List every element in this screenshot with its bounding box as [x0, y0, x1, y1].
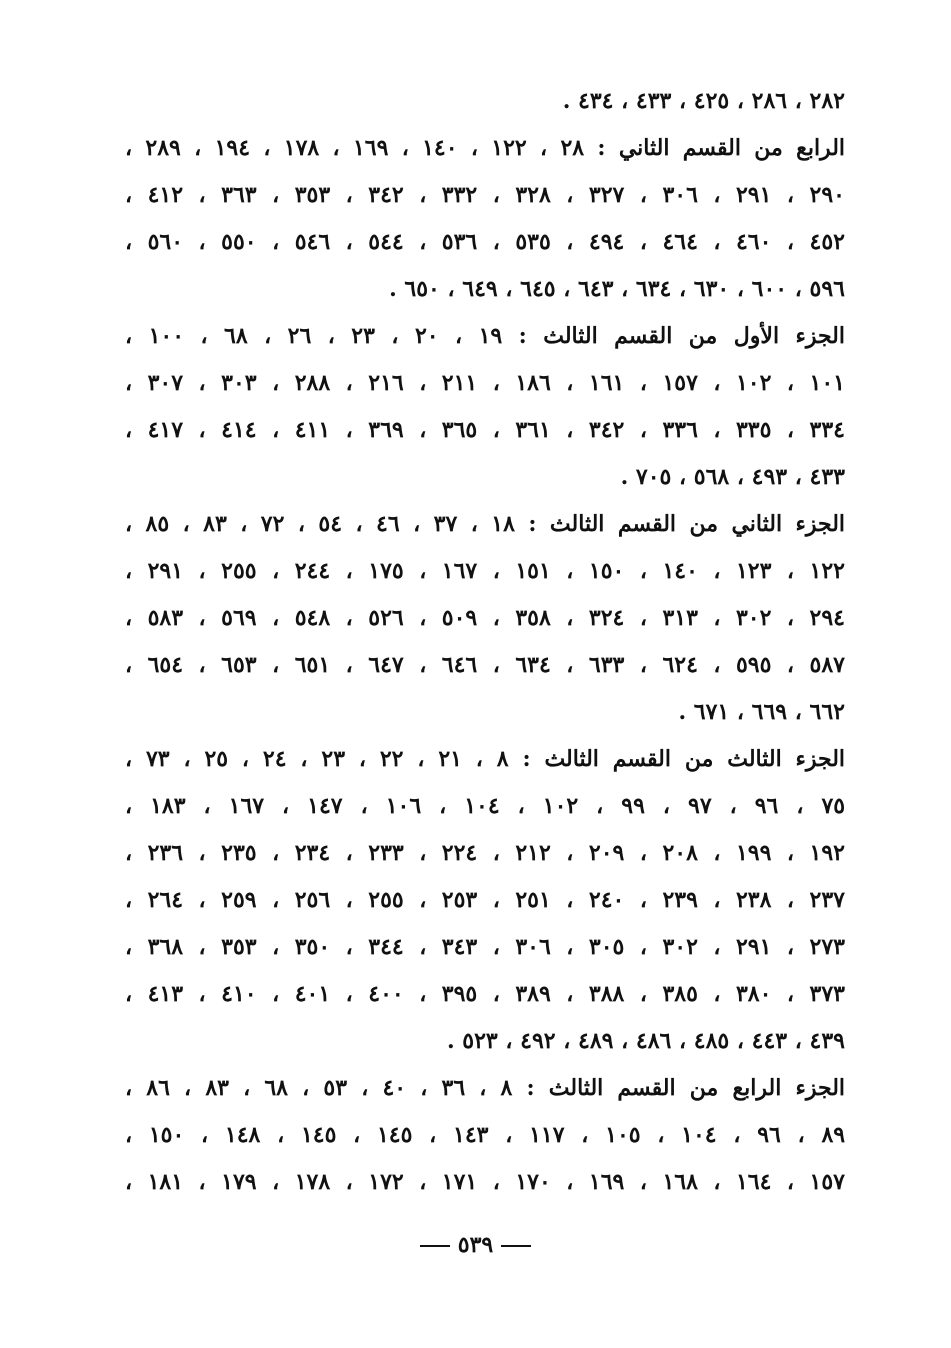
- index-line: ١٢٢ ، ١٢٣ ، ١٤٠ ، ١٥٠ ، ١٥١ ، ١٦٧ ، ١٧٥ ، ٢٤٤ ، ٢٥٥ ، ٢٩١ ،: [125, 558, 845, 584]
- index-line: الجزء الرابع من القسم الثالث : ٨ ، ٣٦ ، ٤٠ ، ٥٣ ، ٦٨ ، ٨٣ ، ٨٦ ،: [125, 1075, 845, 1101]
- index-line: ٣٧٣ ، ٣٨٠ ، ٣٨٥ ، ٣٨٨ ، ٣٨٩ ، ٣٩٥ ، ٤٠٠ ، ٤٠١ ، ٤١٠ ، ٤١٣ ،: [125, 981, 845, 1007]
- index-line: ٢٩٤ ، ٣٠٢ ، ٣١٣ ، ٣٢٤ ، ٣٥٨ ، ٥٠٩ ، ٥٢٦ ، ٥٤٨ ، ٥٦٩ ، ٥٨٣ ،: [125, 605, 845, 631]
- index-line: ٥٩٦ ، ٦٠٠ ، ٦٣٠ ، ٦٣٤ ، ٦٤٣ ، ٦٤٥ ، ٦٤٩ ، ٦٥٠ .: [389, 276, 845, 302]
- page-number-dash-right: [501, 1245, 531, 1247]
- index-line: ٢٣٧ ، ٢٣٨ ، ٢٣٩ ، ٢٤٠ ، ٢٥١ ، ٢٥٣ ، ٢٥٥ ، ٢٥٦ ، ٢٥٩ ، ٢٦٤ ،: [125, 887, 845, 913]
- page-number-value: ٥٣٩: [457, 1232, 494, 1258]
- index-line: ٣٣٤ ، ٣٣٥ ، ٣٣٦ ، ٣٤٢ ، ٣٦١ ، ٣٦٥ ، ٣٦٩ ، ٤١١ ، ٤١٤ ، ٤١٧ ،: [125, 417, 845, 443]
- index-text-block: [125, 78, 845, 1206]
- index-paragraph: [125, 736, 845, 1065]
- index-line: الرابع من القسم الثاني : ٢٨ ، ١٢٢ ، ١٤٠ ، ١٦٩ ، ١٧٨ ، ١٩٤ ، ٢٨٩ ،: [125, 135, 845, 161]
- index-line: ٤٣٣ ، ٤٩٣ ، ٥٦٨ ، ٧٠٥ .: [620, 464, 845, 490]
- index-line: ٢٨٢ ، ٢٨٦ ، ٤٢٥ ، ٤٣٣ ، ٤٣٤ .: [562, 88, 845, 114]
- index-paragraph: [125, 1065, 845, 1206]
- index-paragraph: [125, 125, 845, 313]
- index-line: ١٥٧ ، ١٦٤ ، ١٦٨ ، ١٦٩ ، ١٧٠ ، ١٧١ ، ١٧٢ ، ١٧٨ ، ١٧٩ ، ١٨١ ،: [125, 1169, 845, 1195]
- index-line: ٤٥٢ ، ٤٦٠ ، ٤٦٤ ، ٤٩٤ ، ٥٣٥ ، ٥٣٦ ، ٥٤٤ ، ٥٤٦ ، ٥٥٠ ، ٥٦٠ ،: [125, 229, 845, 255]
- index-line: ٢٩٠ ، ٢٩١ ، ٣٠٦ ، ٣٢٧ ، ٣٢٨ ، ٣٣٢ ، ٣٤٢ ، ٣٥٣ ، ٣٦٣ ، ٤١٢ ،: [125, 182, 845, 208]
- page-number: [0, 1232, 951, 1258]
- index-paragraph: [125, 78, 845, 125]
- index-line: ٧٥ ، ٩٦ ، ٩٧ ، ٩٩ ، ١٠٢ ، ١٠٤ ، ١٠٦ ، ١٤٧ ، ١٦٧ ، ١٨٣ ،: [125, 793, 845, 819]
- index-paragraph: [125, 501, 845, 736]
- index-line: ١٩٢ ، ١٩٩ ، ٢٠٨ ، ٢٠٩ ، ٢١٢ ، ٢٢٤ ، ٢٣٣ ، ٢٣٤ ، ٢٣٥ ، ٢٣٦ ،: [125, 840, 845, 866]
- page-number-dash-left: [420, 1245, 450, 1247]
- index-line: الجزء الأول من القسم الثالث : ١٩ ، ٢٠ ، ٢٣ ، ٢٦ ، ٦٨ ، ١٠٠ ،: [125, 323, 845, 349]
- index-line: ٤٣٩ ، ٤٤٣ ، ٤٨٥ ، ٤٨٦ ، ٤٨٩ ، ٤٩٢ ، ٥٢٣ .: [446, 1028, 845, 1054]
- index-line: ١٠١ ، ١٠٢ ، ١٥٧ ، ١٦١ ، ١٨٦ ، ٢١١ ، ٢١٦ ، ٢٨٨ ، ٣٠٣ ، ٣٠٧ ،: [125, 370, 845, 396]
- index-line: الجزء الثاني من القسم الثالث : ١٨ ، ٣٧ ، ٤٦ ، ٥٤ ، ٧٢ ، ٨٣ ، ٨٥ ،: [125, 511, 845, 537]
- index-line: ٦٦٢ ، ٦٦٩ ، ٦٧١ .: [678, 699, 845, 725]
- index-paragraph: [125, 313, 845, 501]
- index-line: الجزء الثالث من القسم الثالث : ٨ ، ٢١ ، ٢٢ ، ٢٣ ، ٢٤ ، ٢٥ ، ٧٣ ،: [125, 746, 845, 772]
- index-line: ٨٩ ، ٩٦ ، ١٠٤ ، ١٠٥ ، ١١٧ ، ١٤٣ ، ١٤٥ ، ١٤٥ ، ١٤٨ ، ١٥٠ ،: [125, 1122, 845, 1148]
- index-line: ٥٨٧ ، ٥٩٥ ، ٦٢٤ ، ٦٣٣ ، ٦٣٤ ، ٦٤٦ ، ٦٤٧ ، ٦٥١ ، ٦٥٣ ، ٦٥٤ ،: [125, 652, 845, 678]
- index-line: ٢٧٣ ، ٢٩١ ، ٣٠٢ ، ٣٠٥ ، ٣٠٦ ، ٣٤٣ ، ٣٤٤ ، ٣٥٠ ، ٣٥٣ ، ٣٦٨ ،: [125, 934, 845, 960]
